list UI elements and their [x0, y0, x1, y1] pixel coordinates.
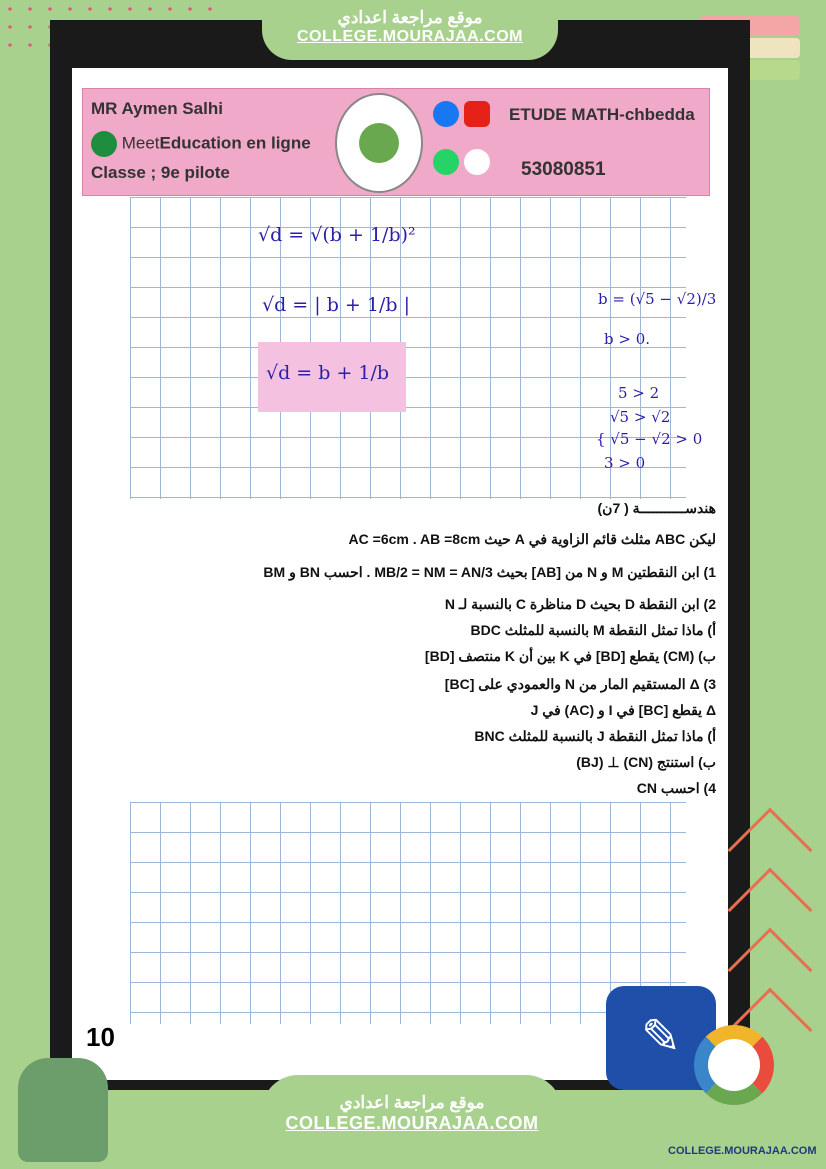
site-url[interactable]: COLLEGE.MOURAJAA.COM [297, 28, 523, 45]
teacher-header [82, 88, 710, 196]
teacher-name: MR Aymen Salhi [91, 99, 223, 118]
class-label: Classe ; 9e pilote [91, 163, 230, 182]
exercise-line: أ) ماذا تمثل النقطة J بالنسبة للمثلث BNC [474, 728, 716, 744]
site-url[interactable]: COLLEGE.MOURAJAA.COM [285, 1113, 539, 1133]
exercise-title: هندســـــــــــة ( 7ن) [597, 500, 716, 516]
pen-edit-button[interactable]: ✎ [606, 986, 716, 1090]
education-label: Education en ligne [159, 133, 311, 153]
meet-icon [91, 131, 117, 157]
handwritten-b: b = (√5 − √2)/3 [598, 290, 717, 308]
facebook-icon [433, 101, 459, 127]
page-number: 10 [86, 1022, 115, 1052]
logo-url: COLLEGE.MOURAJAA.COM [668, 1145, 817, 1157]
handwritten-line-1: √d = √(b + 1/b)² [258, 224, 416, 246]
exercise-line: أ) ماذا تمثل النقطة M بالنسبة للمثلث BDC [470, 622, 716, 638]
exercise-line: ب) استنتج (CN) ⊥ (BJ) [576, 754, 716, 770]
handwritten-line-2: √d = | b + 1/b | [262, 294, 410, 316]
whatsapp-icon [433, 149, 459, 175]
phone-icon [464, 149, 490, 175]
channel-name: ETUDE MATH-chbedda [509, 105, 695, 124]
handwritten-b-positive: b > 0. [604, 330, 651, 348]
youtube-icon [464, 101, 490, 127]
grid-area-bottom [130, 802, 686, 1024]
site-arabic-name: موقع مراجعة اعدادي [339, 1093, 485, 1112]
exercise-line: ب) (CM) يقطع [BD] في K بين أن K منتصف [BD] [424, 648, 716, 664]
exercise-line: ليكن ABC مثلث قائم الزاوية في A حيث AC =6cm . AB =8cm [348, 531, 716, 547]
exercise-line: 3) Δ المستقيم المار من N والعمودي على [BC] [444, 676, 716, 692]
exercise-line: 1) ابن النقطتين M و N من [AB] بحيث MB/2 = NM = AN/3 . احسب BN و BM [263, 564, 716, 580]
school-seal [335, 93, 423, 193]
site-arabic-name: موقع مراجعة اعدادي [337, 8, 483, 27]
handwritten-3-gt-0: 3 > 0 [604, 454, 646, 472]
handwritten-5-gt-2: 5 > 2 [618, 384, 660, 402]
exercise-line: 4) احسب CN [636, 780, 716, 796]
exercise-line: Δ يقطع [BC] في I و (AC) في J [530, 702, 716, 718]
exercise-line: 2) ابن النقطة D بحيث D مناظرة C بالنسبة لـ N [444, 596, 716, 612]
top-site-banner[interactable] [262, 0, 558, 60]
bottom-site-banner[interactable] [262, 1075, 562, 1169]
handwritten-diff-positive: { √5 − √2 > 0 [596, 430, 703, 448]
handwritten-sqrt-ineq: √5 > √2 [610, 408, 671, 426]
meet-label: Meet [121, 133, 160, 153]
handwritten-line-3: √d = b + 1/b [266, 362, 390, 384]
site-logo-wheel [694, 1025, 774, 1105]
phone-number: 53080851 [521, 159, 606, 180]
backpack-illustration [18, 1058, 108, 1162]
